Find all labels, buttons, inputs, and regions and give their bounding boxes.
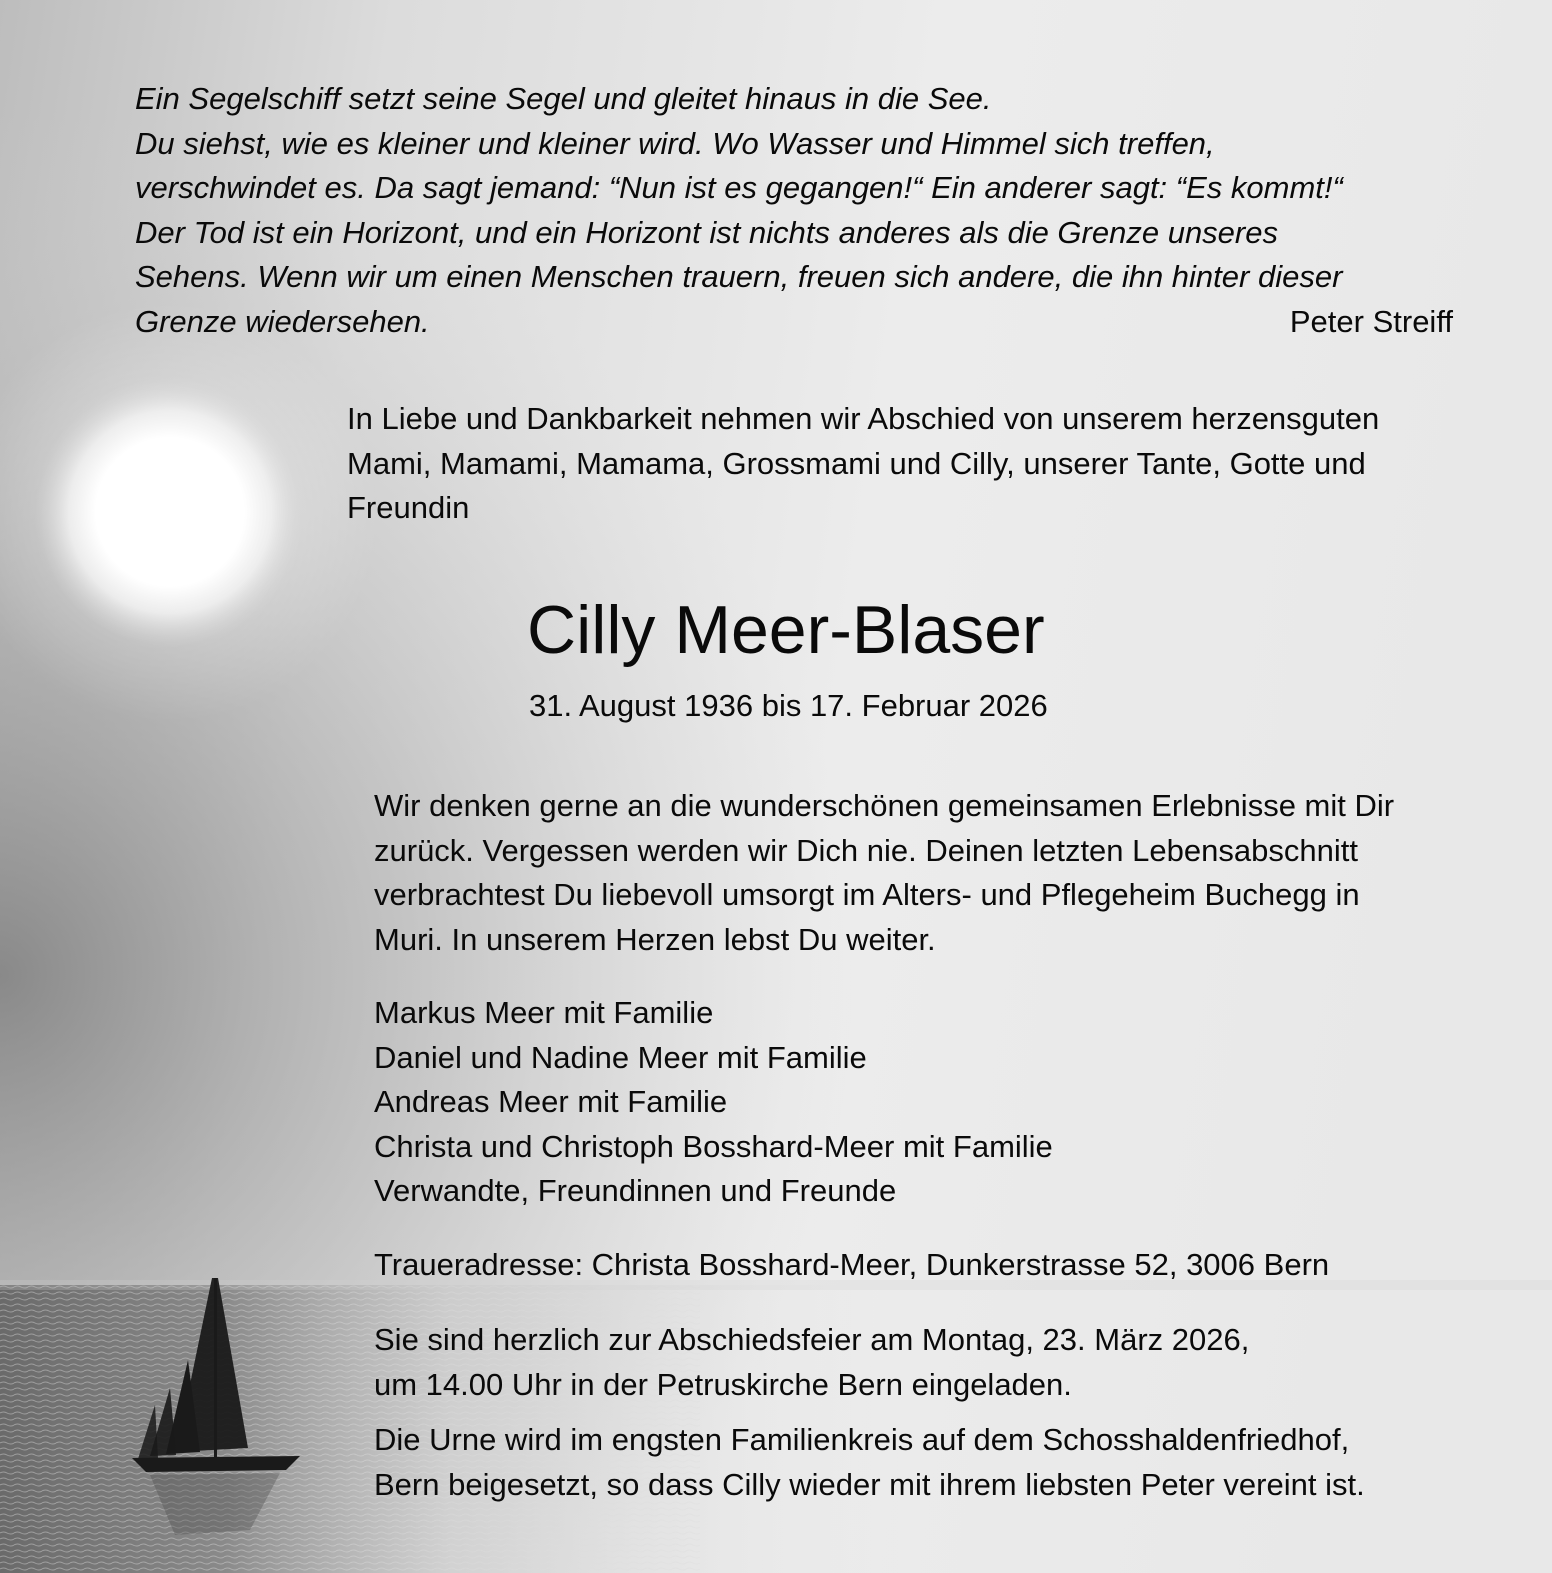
poem-line: Ein Segelschiff setzt seine Segel und gleitet hinaus in die See. — [135, 81, 992, 116]
memory-line: verbrachtest Du liebevoll umsorgt im Alters- und Pflegeheim Buchegg in — [374, 877, 1360, 913]
mourning-address — [374, 1243, 1329, 1288]
life-dates: 31. August 1936 bis 17. Februar 2026 — [529, 688, 1048, 723]
deceased-name: Cilly Meer-Blaser — [527, 592, 1045, 668]
poem-block — [135, 77, 1455, 345]
family-member: Daniel und Nadine Meer mit Familie — [374, 1039, 867, 1075]
ceremony-line: Sie sind herzlich zur Abschiedsfeier am Montag, 23. März 2026, — [374, 1322, 1250, 1357]
poem-line: Der Tod ist ein Horizont, und ein Horizont ist nichts anderes als die Grenze unseres — [135, 214, 1278, 250]
intro-line: In Liebe und Dankbarkeit nehmen wir Abschied von unserem herzensguten — [347, 401, 1380, 436]
memory-line: zurück. Vergessen werden wir Dich nie. Deinen letzten Lebensabschnitt — [374, 832, 1358, 868]
intro-block — [347, 397, 1379, 531]
poem-line: Du siehst, wie es kleiner und kleiner wird. Wo Wasser und Himmel sich treffen, — [135, 125, 1215, 161]
poem-line: Grenze wiedersehen. — [135, 303, 430, 339]
family-member: Andreas Meer mit Familie — [374, 1084, 728, 1120]
family-member: Christa und Christoph Bosshard-Meer mit Familie — [374, 1128, 1053, 1164]
ceremony-invitation — [374, 1318, 1249, 1407]
poem-line: verschwindet es. Da sagt jemand: “Nun ist es gegangen!“ Ein anderer sagt: “Es kommt!“ — [135, 170, 1343, 206]
poem-line: Sehens. Wenn wir um einen Menschen trauern, freuen sich andere, die ihn hinter dieser — [135, 259, 1343, 295]
family-list — [374, 991, 1053, 1214]
ceremony-line: um 14.00 Uhr in der Petruskirche Bern eingeladen. — [374, 1366, 1072, 1402]
memory-line: Muri. In unserem Herzen lebst Du weiter. — [374, 921, 936, 957]
urn-line: Bern beigesetzt, so dass Cilly wieder mit ihrem liebsten Peter vereint ist. — [374, 1466, 1365, 1502]
poem-last-line — [135, 300, 1453, 345]
intro-line: Mami, Mamami, Mamama, Grossmami und Cilly, unserer Tante, Gotte und — [347, 445, 1366, 481]
poem-author: Peter Streiff — [1289, 303, 1453, 339]
urn-notice — [374, 1418, 1365, 1507]
urn-line: Die Urne wird im engsten Familienkreis auf dem Schosshaldenfriedhof, — [374, 1422, 1350, 1457]
intro-line: Freundin — [347, 490, 470, 526]
address-line: Traueradresse: Christa Bosshard-Meer, Dunkerstrasse 52, 3006 Bern — [374, 1247, 1330, 1282]
family-member: Markus Meer mit Familie — [374, 995, 714, 1030]
memory-paragraph — [374, 784, 1394, 962]
family-member: Verwandte, Freundinnen und Freunde — [374, 1173, 897, 1209]
memory-line: Wir denken gerne an die wunderschönen gemeinsamen Erlebnisse mit Dir — [374, 788, 1395, 823]
